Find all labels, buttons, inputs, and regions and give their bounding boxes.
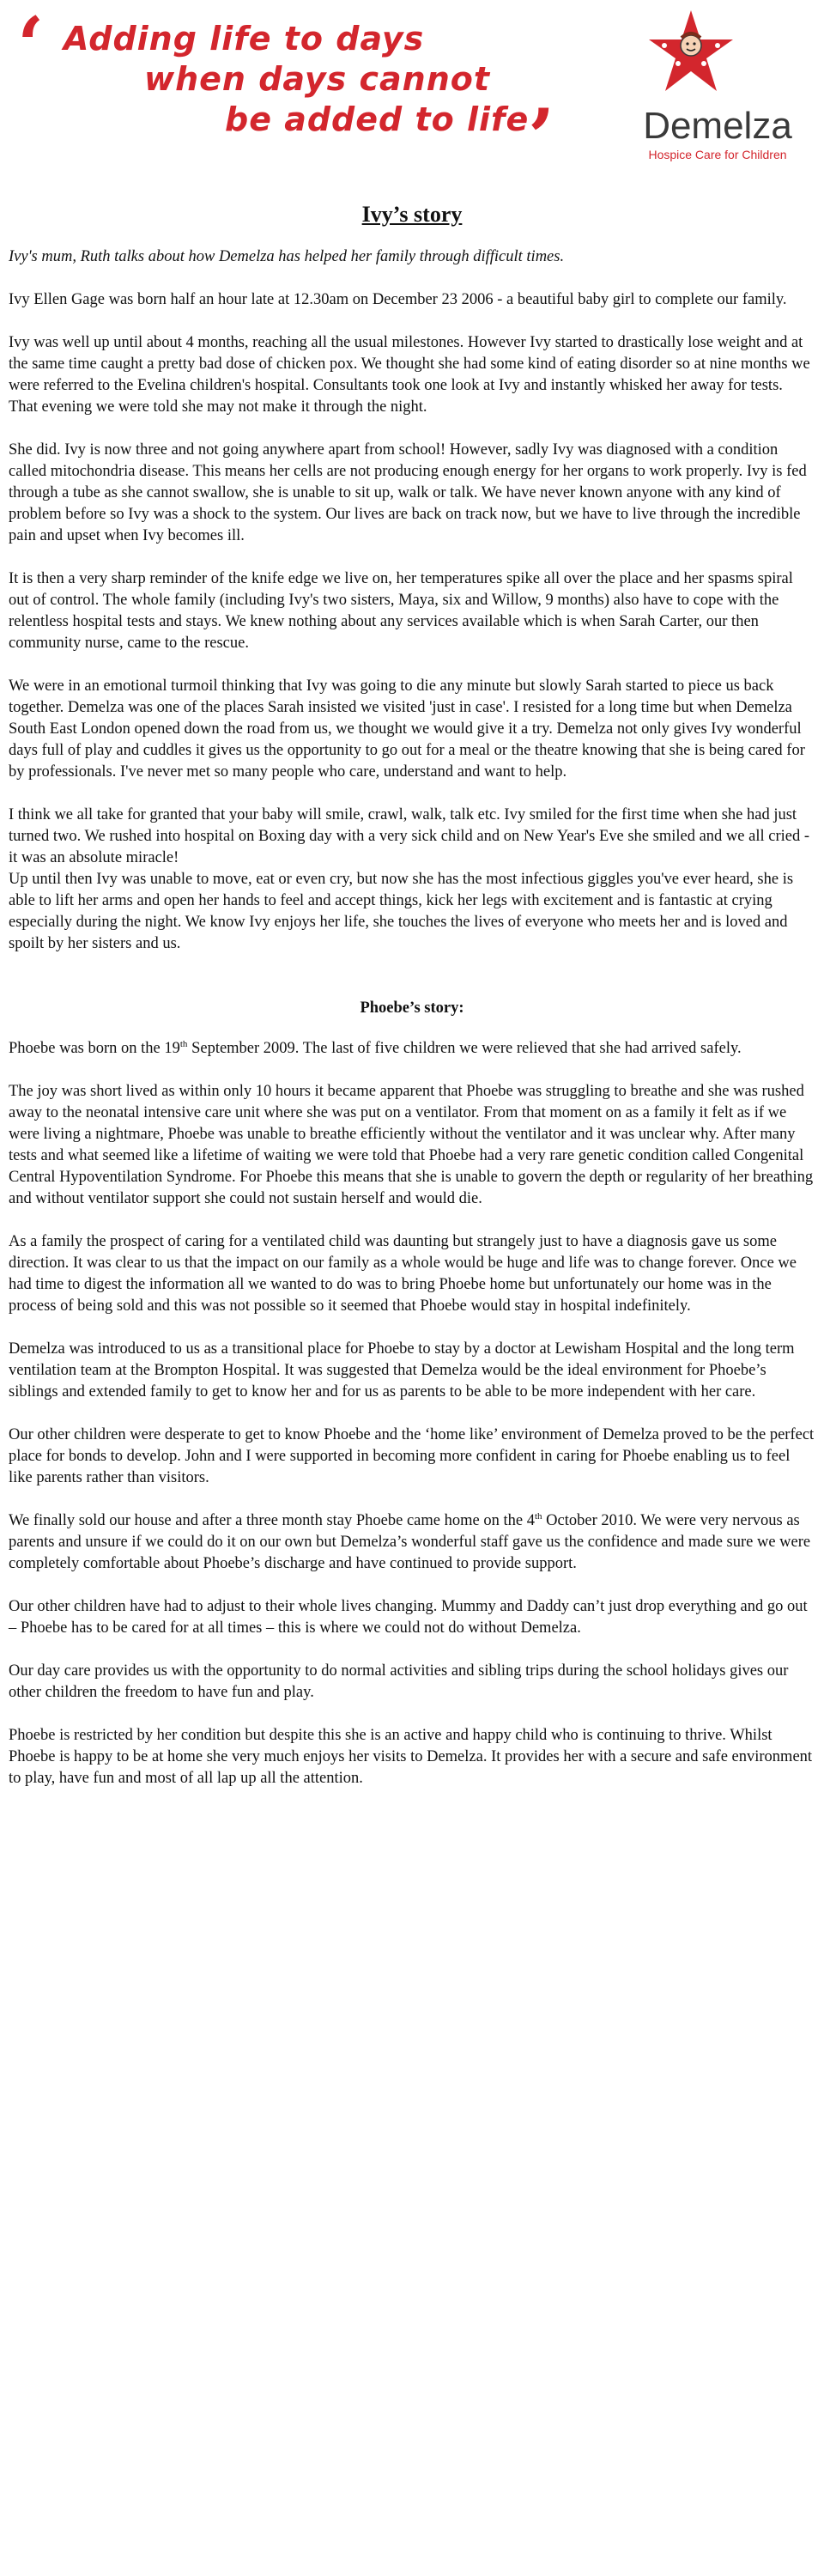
ivy-intro: Ivy's mum, Ruth talks about how Demelza has helped her family through difficult times. (9, 248, 565, 265)
phoebe-story-title: Phoebe’s story: (360, 999, 464, 1017)
phoebe-p6-text: We finally sold our house and after a three month stay Phoebe came home on the 4 (9, 1512, 535, 1529)
ivy-story-title: Ivy’s story (361, 202, 463, 227)
phoebe-paragraph: Our other children have had to adjust to their whole lives changing. Mummy and Daddy can’t just drop everything and go out – Phoebe has to be cared for at all times – this is where we could not do without Demelza. (9, 1598, 808, 1637)
phoebe-paragraph: Our day care provides us with the opportunity to do normal activities and sibling trips during the school holidays gives our other children the freedom to have fun and play. (9, 1662, 789, 1701)
ivy-paragraph: We were in an emotional turmoil thinking that Ivy was going to die any minute but slowly Sarah started to piece us back together. Demelza was one of the places Sarah insisted we visited 'just in case'. I resisted for a long time but when Demelza South East London opened down the road from us, we thought we would give it a try. Demelza not only gives Ivy wonderful days full of play and cuddles it gives us the opportunity to go out for a meal or the theatre knowing that she is being cared for by professionals. I've never met so many people who care, understand and want to help. (9, 677, 805, 781)
open-quote-mark: ‘ (17, 0, 45, 91)
tagline-line-2: when days cannot (144, 60, 491, 98)
demelza-star-logo-icon (644, 7, 738, 101)
ivy-paragraph: I think we all take for granted that your baby will smile, crawl, walk, talk etc. Ivy smiled for the first time when she had just turned two. We rushed into hospital on Boxing day with a very sick child and on New Year's Eve she smiled and we all cried - it was an absolute miracle! (9, 806, 809, 866)
phoebe-paragraph: The joy was short lived as within only 10 hours it became apparent that Phoebe was struggling to breathe and she was rushed away to the neonatal intensive care unit where she was put on a ventilator. From that moment on as a family it felt as if we were living a nightmare, Phoebe was unable to breathe efficiently without the ventilator and it was unclear why. After many tests and what seemed like a lifetime of waiting we were told that Phoebe had a very rare genetic condition called Congenital Central Hypoventilation Syndrome. For Phoebe this means that she is unable to govern the depth or regularity of her breathing and without ventilator support she could not sustain herself and would die. (9, 1083, 814, 1207)
phoebe-p1-text: Phoebe was born on the 19 (9, 1040, 180, 1057)
ivy-paragraph: She did. Ivy is now three and not going anywhere apart from school! However, sadly Ivy was diagnosed with a condition called mitochondria disease. This means her cells are not producing enough energy for her organs to work properly. Ivy is fed through a tube as she cannot swallow, she is unable to sit up, walk or talk. We have never known anyone with any kind of problem before so Ivy was a shock to the system. Our lives are back on track now, but we have to live through the incredible pain and upset when Ivy becomes ill. (9, 441, 807, 544)
phoebe-p1-sup: th (179, 1038, 188, 1049)
phoebe-paragraph: As a family the prospect of caring for a ventilated child was daunting but strangely just to have a diagnosis gave us some direction. It was clear to us that the impact on our family as a whole would be huge and life was to change forever. Once we had time to digest the information all we wanted to do was to bring Phoebe home but unfortunately our home was in the process of being sold and this was not possible so it seemed that Phoebe would stay in hospital indefinitely. (9, 1233, 797, 1315)
logo-subtitle: Hospice Care for Children (648, 148, 787, 161)
document-body (9, 202, 815, 1811)
phoebe-paragraph: Demelza was introduced to us as a transitional place for Phoebe to stay by a doctor at Lewisham Hospital and the long term ventilation team at the Brompton Hospital. It was suggested that Demelza would be the ideal environment for Phoebe’s siblings and extended family to get to know her and for us as parents to be able to be more independent with her care. (9, 1340, 795, 1400)
phoebe-paragraph (9, 1038, 815, 1060)
header-banner (0, 0, 824, 183)
phoebe-p6-text-end: October 2010. We were very nervous as parents and unsure if we could do it on our own but Demelza’s wonderful staff gave us the confidence and made sure we were completely comfortable about Phoebe’s discharge and have continued to provide support. (9, 1512, 811, 1572)
phoebe-p1-text-end: September 2009. The last of five children we were relieved that she had arrived safely. (187, 1040, 742, 1057)
phoebe-paragraph (9, 1510, 815, 1575)
ivy-paragraph: Ivy was well up until about 4 months, reaching all the usual milestones. However Ivy started to drastically lose weight and at the same time caught a pretty bad dose of chicken pox. We thought she had some kind of eating disorder so at nine months we were referred to the Evelina children's hospital. Consultants took one look at Ivy and instantly whisked her away for tests. That evening we were told she may not make it through the night. (9, 334, 810, 416)
ivy-paragraph: Ivy Ellen Gage was born half an hour late at 12.30am on December 23 2006 - a beautiful baby girl to complete our family. (9, 291, 787, 308)
tagline-line-3: be added to life (225, 100, 530, 138)
tagline (33, 19, 582, 140)
phoebe-paragraph: Our other children were desperate to get to know Phoebe and the ‘home like’ environment of Demelza proved to be the perfect place for bonds to develop. John and I were supported in becoming more confident in caring for Phoebe enabling us to feel like parents rather than visitors. (9, 1426, 815, 1486)
phoebe-paragraph: Phoebe is restricted by her condition but despite this she is an active and happy child who is continuing to thrive. Whilst Phoebe is happy to be at home she very much enjoys her visits to Demelza. It provides her with a secure and safe environment to play, have fun and most of all lap up all the attention. (9, 1727, 813, 1787)
ivy-paragraph: It is then a very sharp reminder of the knife edge we live on, her temperatures spike all over the place and her spasms spiral out of control. The whole family (including Ivy's two sisters, Maya, six and Willow, 9 months) also have to cope with the relentless hospital tests and stays. We knew nothing about any services available which is when Sarah Carter, our then community nurse, came to the rescue. (9, 570, 793, 652)
ivy-paragraph: Up until then Ivy was unable to move, eat or even cry, but now she has the most infectious giggles you've ever heard, she is able to lift her arms and open her hands to feel and accept things, kick her legs with excitement and is fantastic at crying especially during the night. We know Ivy enjoys her life, she touches the lives of everyone who meets her and is loved and spoilt by her sisters and us. (9, 871, 794, 952)
tagline-line-1: Adding life to days (64, 20, 425, 58)
logo-wordmark: Demelza (643, 105, 792, 147)
close-quote-mark: ’ (528, 92, 555, 183)
phoebe-p6-sup: th (534, 1510, 542, 1522)
